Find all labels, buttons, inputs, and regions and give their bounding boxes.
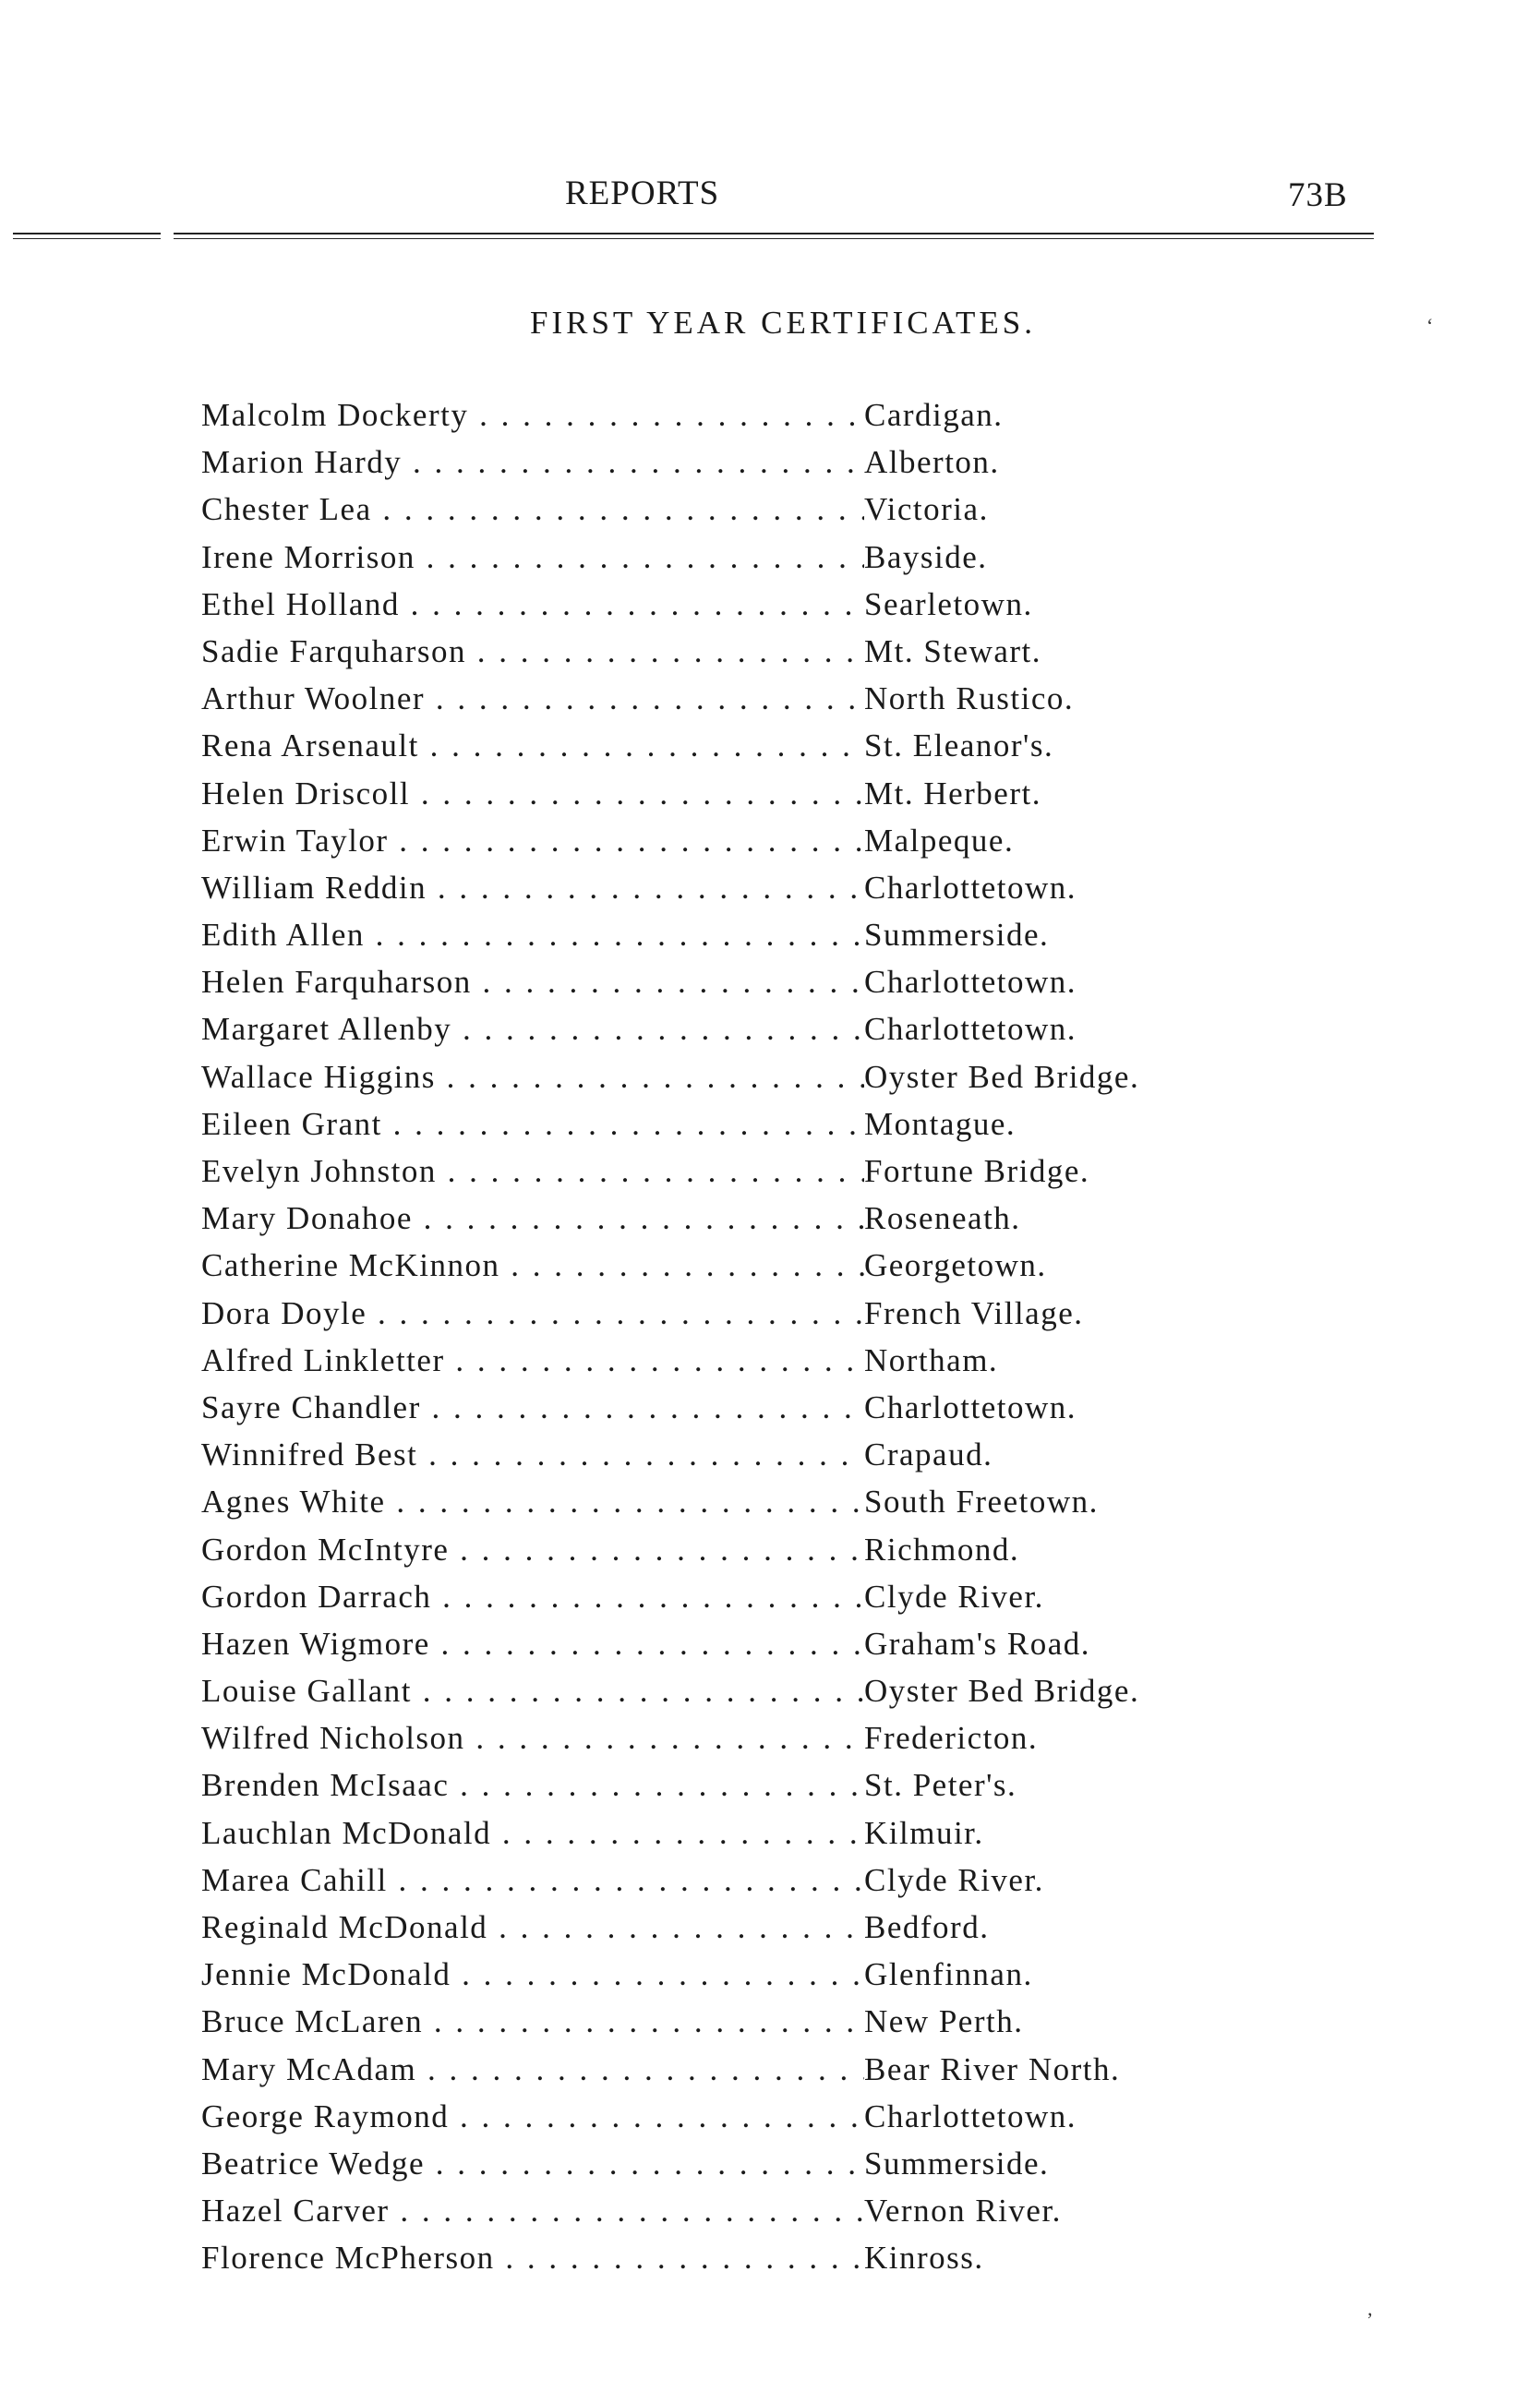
running-head — [0, 174, 1540, 229]
recipient-name: Erwin Taylor . . . — [201, 823, 864, 859]
recipient-place: Northam. — [864, 1341, 999, 1378]
recipient-place: French Village. — [864, 1294, 1084, 1331]
list-item — [201, 917, 1309, 964]
recipient-name: Marea Cahill . . . — [201, 1862, 864, 1899]
recipient-place: Charlottetown. — [864, 2097, 1077, 2134]
list-item — [201, 775, 1309, 823]
recipient-name: Gordon Darrach . . . — [201, 1579, 864, 1616]
recipient-name: Helen Driscoll . . . — [201, 775, 864, 812]
recipient-place: Fortune Bridge. — [864, 1153, 1090, 1189]
list-item — [201, 1011, 1309, 1058]
recipient-name: Wallace Higgins . . . — [201, 1059, 864, 1096]
list-item — [201, 1436, 1309, 1484]
list-item — [201, 1295, 1309, 1342]
recipient-place: Clyde River. — [864, 1861, 1044, 1898]
recipient-place: Mt. Herbert. — [864, 775, 1041, 811]
recipient-place: Clyde River. — [864, 1578, 1044, 1615]
header-rule — [13, 238, 161, 239]
recipient-place: Kinross. — [864, 2240, 984, 2277]
list-item — [201, 870, 1309, 917]
recipient-name: Florence McPherson . . . — [201, 2240, 864, 2277]
list-item — [201, 1862, 1309, 1909]
list-item — [201, 1059, 1309, 1106]
recipient-name: Sadie Farquharson . . . — [201, 633, 864, 670]
recipient-place: Bayside. — [864, 538, 988, 575]
page-speck: ‘ — [1426, 314, 1434, 337]
header-rule — [174, 238, 1374, 239]
page-speck: ’ — [1366, 2308, 1374, 2331]
recipient-name: Mary McAdam . . . — [201, 2051, 864, 2088]
list-item — [201, 1200, 1309, 1247]
recipient-place: Charlottetown. — [864, 869, 1077, 906]
list-item — [201, 1389, 1309, 1436]
list-item — [201, 1579, 1309, 1626]
recipient-name: Lauchlan McDonald . . . — [201, 1815, 864, 1852]
list-item — [201, 1153, 1309, 1200]
recipient-name: Helen Farquharson . . . — [201, 964, 864, 1001]
recipient-place: Summerside. — [864, 2145, 1050, 2182]
recipient-place: New Perth. — [864, 2003, 1024, 2040]
recipient-name: Eileen Grant . . . — [201, 1106, 864, 1143]
recipient-name: Gordon McIntyre . . . — [201, 1532, 864, 1569]
recipient-name: Hazel Carver . . . — [201, 2193, 864, 2230]
recipient-place: Charlottetown. — [864, 1011, 1077, 1048]
list-item — [201, 1673, 1309, 1720]
recipient-name: Bruce McLaren . . . — [201, 2003, 864, 2040]
list-item — [201, 1484, 1309, 1531]
recipient-name: Irene Morrison . . . — [201, 539, 864, 576]
list-item — [201, 1720, 1309, 1767]
recipient-name: Marion Hardy . . . — [201, 444, 864, 481]
header-rule — [13, 233, 161, 234]
list-item — [201, 586, 1309, 633]
list-item — [201, 539, 1309, 586]
recipient-name: Rena Arsenault . . . — [201, 727, 864, 764]
recipient-place: Malpeque. — [864, 822, 1015, 859]
list-item — [201, 727, 1309, 775]
recipient-place: Charlottetown. — [864, 964, 1077, 1001]
recipient-place: Bear River North. — [864, 2050, 1121, 2087]
recipient-name: Louise Gallant . . . — [201, 1673, 864, 1710]
recipient-name: Chester Lea . . . — [201, 491, 864, 528]
list-item — [201, 2146, 1309, 2193]
recipient-place: Graham's Road. — [864, 1625, 1091, 1662]
certificate-list — [201, 397, 1309, 2288]
recipient-name: Edith Allen . . . — [201, 917, 864, 954]
recipient-place: St. Eleanor's. — [864, 727, 1054, 764]
recipient-name: Hazen Wigmore . . . — [201, 1626, 864, 1663]
list-item — [201, 2051, 1309, 2098]
list-item — [201, 397, 1309, 444]
recipient-name: Malcolm Dockerty . . . — [201, 397, 864, 434]
recipient-name: Mary Donahoe . . . — [201, 1200, 864, 1237]
recipient-name: Margaret Allenby . . . — [201, 1011, 864, 1048]
page-number: 73B — [1288, 176, 1348, 214]
list-item — [201, 1767, 1309, 1814]
recipient-place: Mt. Stewart. — [864, 632, 1042, 669]
recipient-place: Fredericton. — [864, 1720, 1039, 1757]
recipient-name: Dora Doyle . . . — [201, 1295, 864, 1332]
recipient-name: Evelyn Johnston . . . — [201, 1153, 864, 1190]
recipient-place: Searletown. — [864, 585, 1033, 622]
recipient-place: Vernon River. — [864, 2193, 1062, 2230]
recipient-place: South Freetown. — [864, 1484, 1099, 1521]
list-item — [201, 1626, 1309, 1673]
recipient-name: Sayre Chandler . . . — [201, 1389, 864, 1426]
list-item — [201, 1956, 1309, 2003]
recipient-name: Alfred Linkletter . . . — [201, 1342, 864, 1379]
recipient-place: Cardigan. — [864, 397, 1004, 433]
recipient-name: Agnes White . . . — [201, 1484, 864, 1521]
recipient-place: Oyster Bed Bridge. — [864, 1673, 1140, 1710]
recipient-place: St. Peter's. — [864, 1767, 1017, 1804]
recipient-name: George Raymond . . . — [201, 2098, 864, 2135]
running-title: REPORTS — [565, 174, 720, 212]
list-item — [201, 2098, 1309, 2146]
section-heading: FIRST YEAR CERTIFICATES. — [530, 305, 1036, 341]
recipient-place: Bedford. — [864, 1909, 990, 1945]
recipient-name: Beatrice Wedge . . . — [201, 2146, 864, 2182]
recipient-place: Richmond. — [864, 1531, 1020, 1568]
recipient-name: Wilfred Nicholson . . . — [201, 1720, 864, 1757]
recipient-place: Montague. — [864, 1105, 1017, 1142]
recipient-name: William Reddin . . . — [201, 870, 864, 907]
list-item — [201, 1909, 1309, 1956]
list-item — [201, 1532, 1309, 1579]
recipient-name: Ethel Holland . . . — [201, 586, 864, 623]
recipient-place: Victoria. — [864, 491, 989, 528]
recipient-place: Roseneath. — [864, 1200, 1021, 1237]
recipient-place: Crapaud. — [864, 1436, 993, 1473]
list-item — [201, 491, 1309, 538]
list-item — [201, 964, 1309, 1011]
recipient-name: Brenden McIsaac . . . — [201, 1767, 864, 1804]
recipient-name: Catherine McKinnon . . . — [201, 1247, 864, 1284]
recipient-place: North Rustico. — [864, 680, 1075, 717]
list-item — [201, 2240, 1309, 2287]
recipient-place: Summerside. — [864, 917, 1050, 954]
recipient-name: Jennie McDonald . . . — [201, 1956, 864, 1993]
list-item — [201, 444, 1309, 491]
list-item — [201, 1815, 1309, 1862]
recipient-name: Arthur Woolner . . . — [201, 680, 864, 717]
recipient-place: Glenfinnan. — [864, 1956, 1033, 1993]
recipient-place: Kilmuir. — [864, 1814, 984, 1851]
recipient-place: Alberton. — [864, 444, 1000, 481]
recipient-place: Oyster Bed Bridge. — [864, 1058, 1140, 1095]
recipient-place: Charlottetown. — [864, 1388, 1077, 1425]
header-rule — [174, 233, 1374, 234]
list-item — [201, 633, 1309, 680]
list-item — [201, 680, 1309, 727]
list-item — [201, 823, 1309, 870]
list-item — [201, 2003, 1309, 2050]
list-item — [201, 1247, 1309, 1294]
list-item — [201, 1106, 1309, 1153]
list-item — [201, 1342, 1309, 1389]
recipient-place: Georgetown. — [864, 1247, 1047, 1284]
list-item — [201, 2193, 1309, 2240]
recipient-name: Winnifred Best . . . — [201, 1436, 864, 1473]
recipient-name: Reginald McDonald . . . — [201, 1909, 864, 1946]
